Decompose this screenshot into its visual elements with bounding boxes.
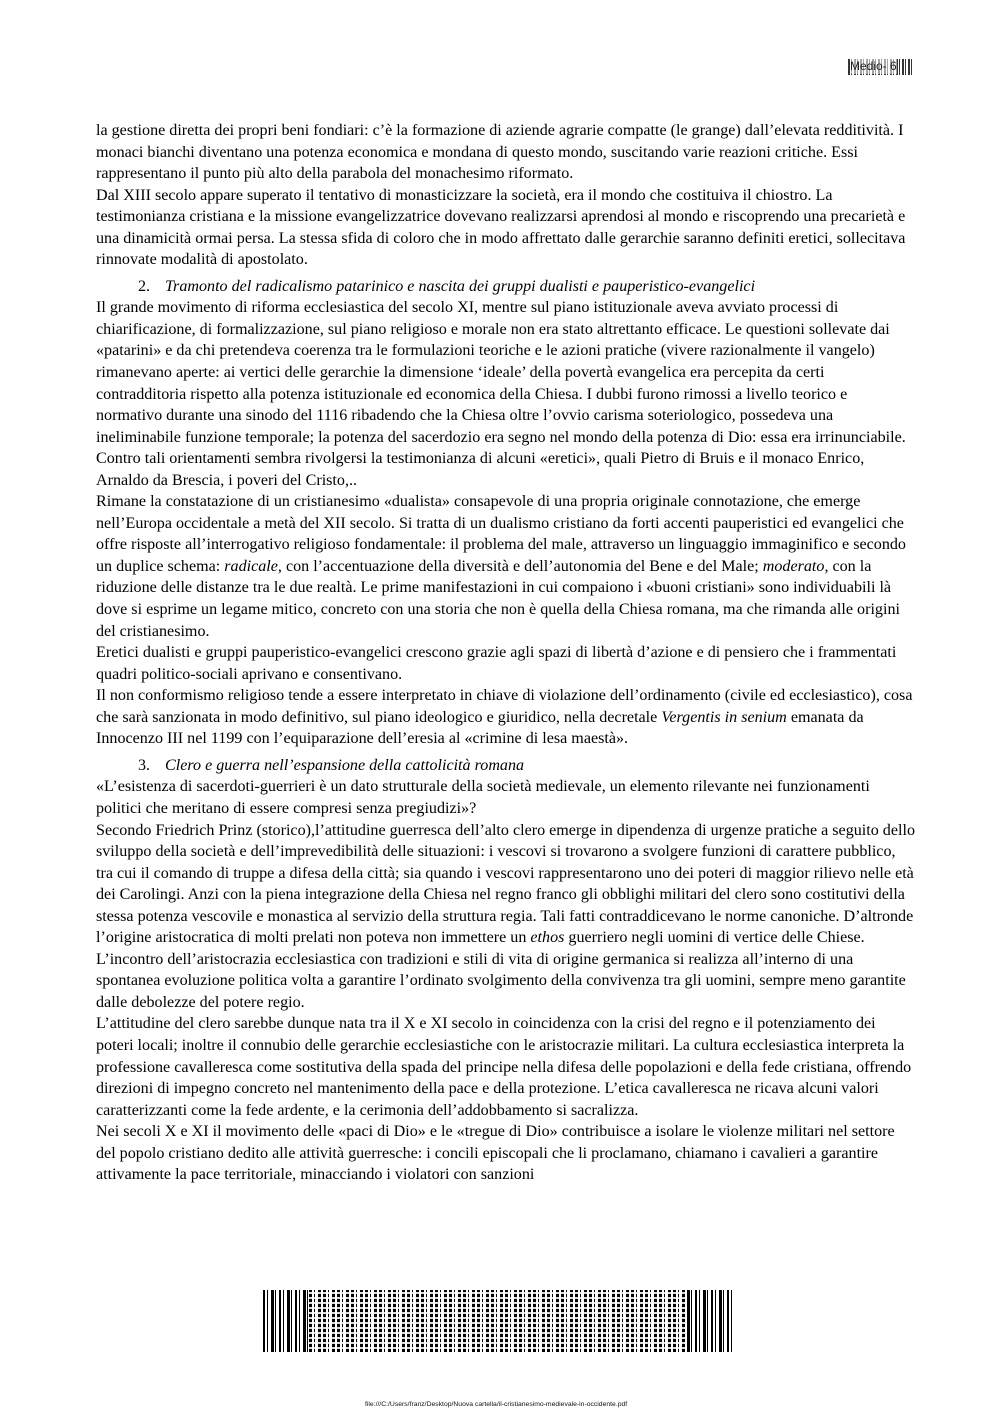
paragraph: «L’esistenza di sacerdoti-guerrieri è un dato strutturale della società medievale, un elemento rilevante nei funzionamenti politici che meritano di essere compresi senza pregiudizi»? <box>96 778 870 817</box>
paragraph <box>96 685 916 750</box>
footer-barcode-matrix <box>309 1290 687 1352</box>
header-page-label: Medio- 6 <box>850 59 897 73</box>
section-number: 3. <box>138 756 151 774</box>
paragraph: Eretici dualisti e gruppi pauperistico-evangelici crescono grazie agli spazi di libertà d’azione e di pensiero che i frammentati quadri politico-sociali aprivano e consentivano. <box>96 644 897 683</box>
section-title: Tramonto del radicalismo patarinico e nascita dei gruppi dualisti e pauperistico-evangelici <box>165 277 756 295</box>
document-body <box>96 120 916 1186</box>
paragraph: Contro tali orientamenti sembra rivolgersi la testimonianza di alcuni «eretici», quali Pietro di Bruis e il monaco Enrico, Arnaldo da Brescia, i poveri del Cristo,.. <box>96 450 865 489</box>
paragraph: la gestione diretta dei propri beni fondiari: c’è la formazione di aziende agrarie compatte (le grange) dall’elevata redditività. I monaci bianchi diventano una potenza economica e mondana di questo mondo, suscitando varie reazioni critiche. Essi rappresentano il punto più alto della parabola del monachesimo riformato. <box>96 122 904 183</box>
text-run: Il non conformismo religioso tende a essere interpretato in chiave di violazione dell’ordinamento (civile ed ecclesiastico), cosa che sarà sanzionata in modo definitivo, sul piano ideologico e giuridico, nella decretale <box>96 687 913 726</box>
paragraph: Dal XIII secolo appare superato il tentativo di monasticizzare la società, era il mondo che costituiva il chiostro. La testimonianza cristiana e la missione evangelizzatrice dovevano realizzarsi aprendosi al mondo e riscoprendo una precarietà e una dinamicità ormai persa. La stessa sfida di coloro che in modo affrettato dalle gerarchie saranno definiti eretici, sollecitava rinnovate modalità di apostolato. <box>96 186 906 269</box>
text-run: guerriero negli uomini di vertice delle Chiese. L’incontro dell’aristocrazia ecclesiastica con tradizioni e stili di vita di origine germanica si realizza all’interno di una spontanea evoluzione politica volta a garantire l’ordinato svolgimento della convivenza tra gli uomini, sempre meno garantite dalle debolezze del potere regio. <box>96 929 906 1011</box>
text-run: Secondo Friedrich Prinz (storico),l’attitudine guerresca dell’alto clero emerge in dipendenza di urgenze pratiche a seguito dello sviluppo della società e dell’imprevedibilità delle situazioni: i vescovi si trovarono a svolgere funzioni di carattere pubblico, tra cui il comando di truppe a difesa della città; sia quando i vescovi rappresentarono uno dei poteri di maggior rilievo nelle età dei Carolingi. Anzi con la piena integrazione della Chiesa nel regno franco gli obblighi militari del clero sono costitutivi della stessa potenza vescovile e monastica al servizio della struttura regia. Tali fatti contraddicevano le norme canoniche. D’altronde l’origine aristocratica di molti prelati non poteva non immettere un <box>96 821 915 947</box>
italic-term: radicale <box>224 557 278 575</box>
section-heading-2 <box>96 276 916 298</box>
footer-file-path: file:///C:/Users/franz/Desktop/Nuova cartella/il-cristianesimo-medievale-in-occidente.pdf <box>365 1401 628 1408</box>
paragraph: L’attitudine del clero sarebbe dunque nata tra il X e XI secolo in coincidenza con la crisi del regno e il potenziamento dei poteri locali; inoltre il connubio delle gerarchie ecclesiastiche con le aristocrazie militari. La cultura ecclesiastica interpreta la professione cavalleresca come sostitutiva della spada del principe nella difesa delle popolazioni e della fede cristiana, offrendo direzioni di impegno concreto nel mantenimento della pace e della protezione. L’etica cavalleresca ne ricava alcuni valori caratterizzanti come la fede ardente, e la cerimonia dell’addobbamento si sacralizza. <box>96 1015 912 1119</box>
header-barcode <box>848 59 912 75</box>
italic-term: Vergentis in senium <box>661 708 787 726</box>
text-run: , con la riduzione delle distanze tra le due realtà. Le prime manifestazioni in cui compaiono i «buoni cristiani» sono individuabili là dove si esprime un legame mitico, concreto con una storia che non è quella della Chiesa romana, ma che rimanda alle origini del cristianesimo. <box>96 557 900 640</box>
section-heading-3 <box>96 755 916 777</box>
text-run: , con l’accentuazione della diversità e dell’autonomia del Bene e del Male; <box>277 557 763 575</box>
paragraph <box>96 491 916 642</box>
footer-barcode <box>263 1290 733 1352</box>
text-run: Rimane la constatazione di un cristianesimo «dualista» consapevole di una propria originale connotazione, che emerge nell’Europa occidentale a metà del XII secolo. Si tratta di un dualismo cristiano da forti accenti pauperistici ed evangelici che offre risposte all’interrogativo religioso fondamentale: il problema del male, attraverso un linguaggio immaginifico e secondo un duplice schema: <box>96 493 906 575</box>
italic-term: moderato <box>762 557 825 575</box>
text-run: emanata da Innocenzo III nel 1199 con l’equiparazione dell’eresia al «crimine di lesa maestà». <box>96 708 864 748</box>
section-number: 2. <box>138 277 151 295</box>
section-title: Clero e guerra nell’espansione della cattolicità romana <box>165 756 525 774</box>
paragraph: Nei secoli X e XI il movimento delle «paci di Dio» e le «tregue di Dio» contribuisce a isolare le violenze militari nel settore del popolo cristiano dedito alle attività guerresche: i concili episcopali che li proclamano, chiamano i cavalieri a garantire attivamente la pace territoriale, minacciando i violatori con sanzioni <box>96 1123 895 1184</box>
paragraph: Il grande movimento di riforma ecclesiastica del secolo XI, mentre sul piano istituzionale aveva avviato processi di chiarificazione, di formalizzazione, sul piano religioso e morale non era stato altrettanto efficace. Le questioni sollevate dai «patarini» e da chi pretendeva coerenza tra le formulazioni teoriche e le azioni pratiche (vivere razionalmente il vangelo) rimanevano aperte: ai vertici delle gerarchie la dimensione ‘ideale’ della povertà evangelica era percepita da certi contradditoria rispetto alla potenza istituzionale ed economica della Chiesa. I dubbi furono rimossi a livello teorico e normativo durante una sinodo del 1116 ribadendo che la Chiesa oltre l’ovvio carisma soteriologico, possedeva una ineliminabile funzione temporale; la potenza del sacerdozio era segno nel mondo della potenza di Dio: essa era irrinunciabile. <box>96 299 906 446</box>
italic-term: ethos <box>530 929 565 947</box>
paragraph <box>96 820 916 1014</box>
